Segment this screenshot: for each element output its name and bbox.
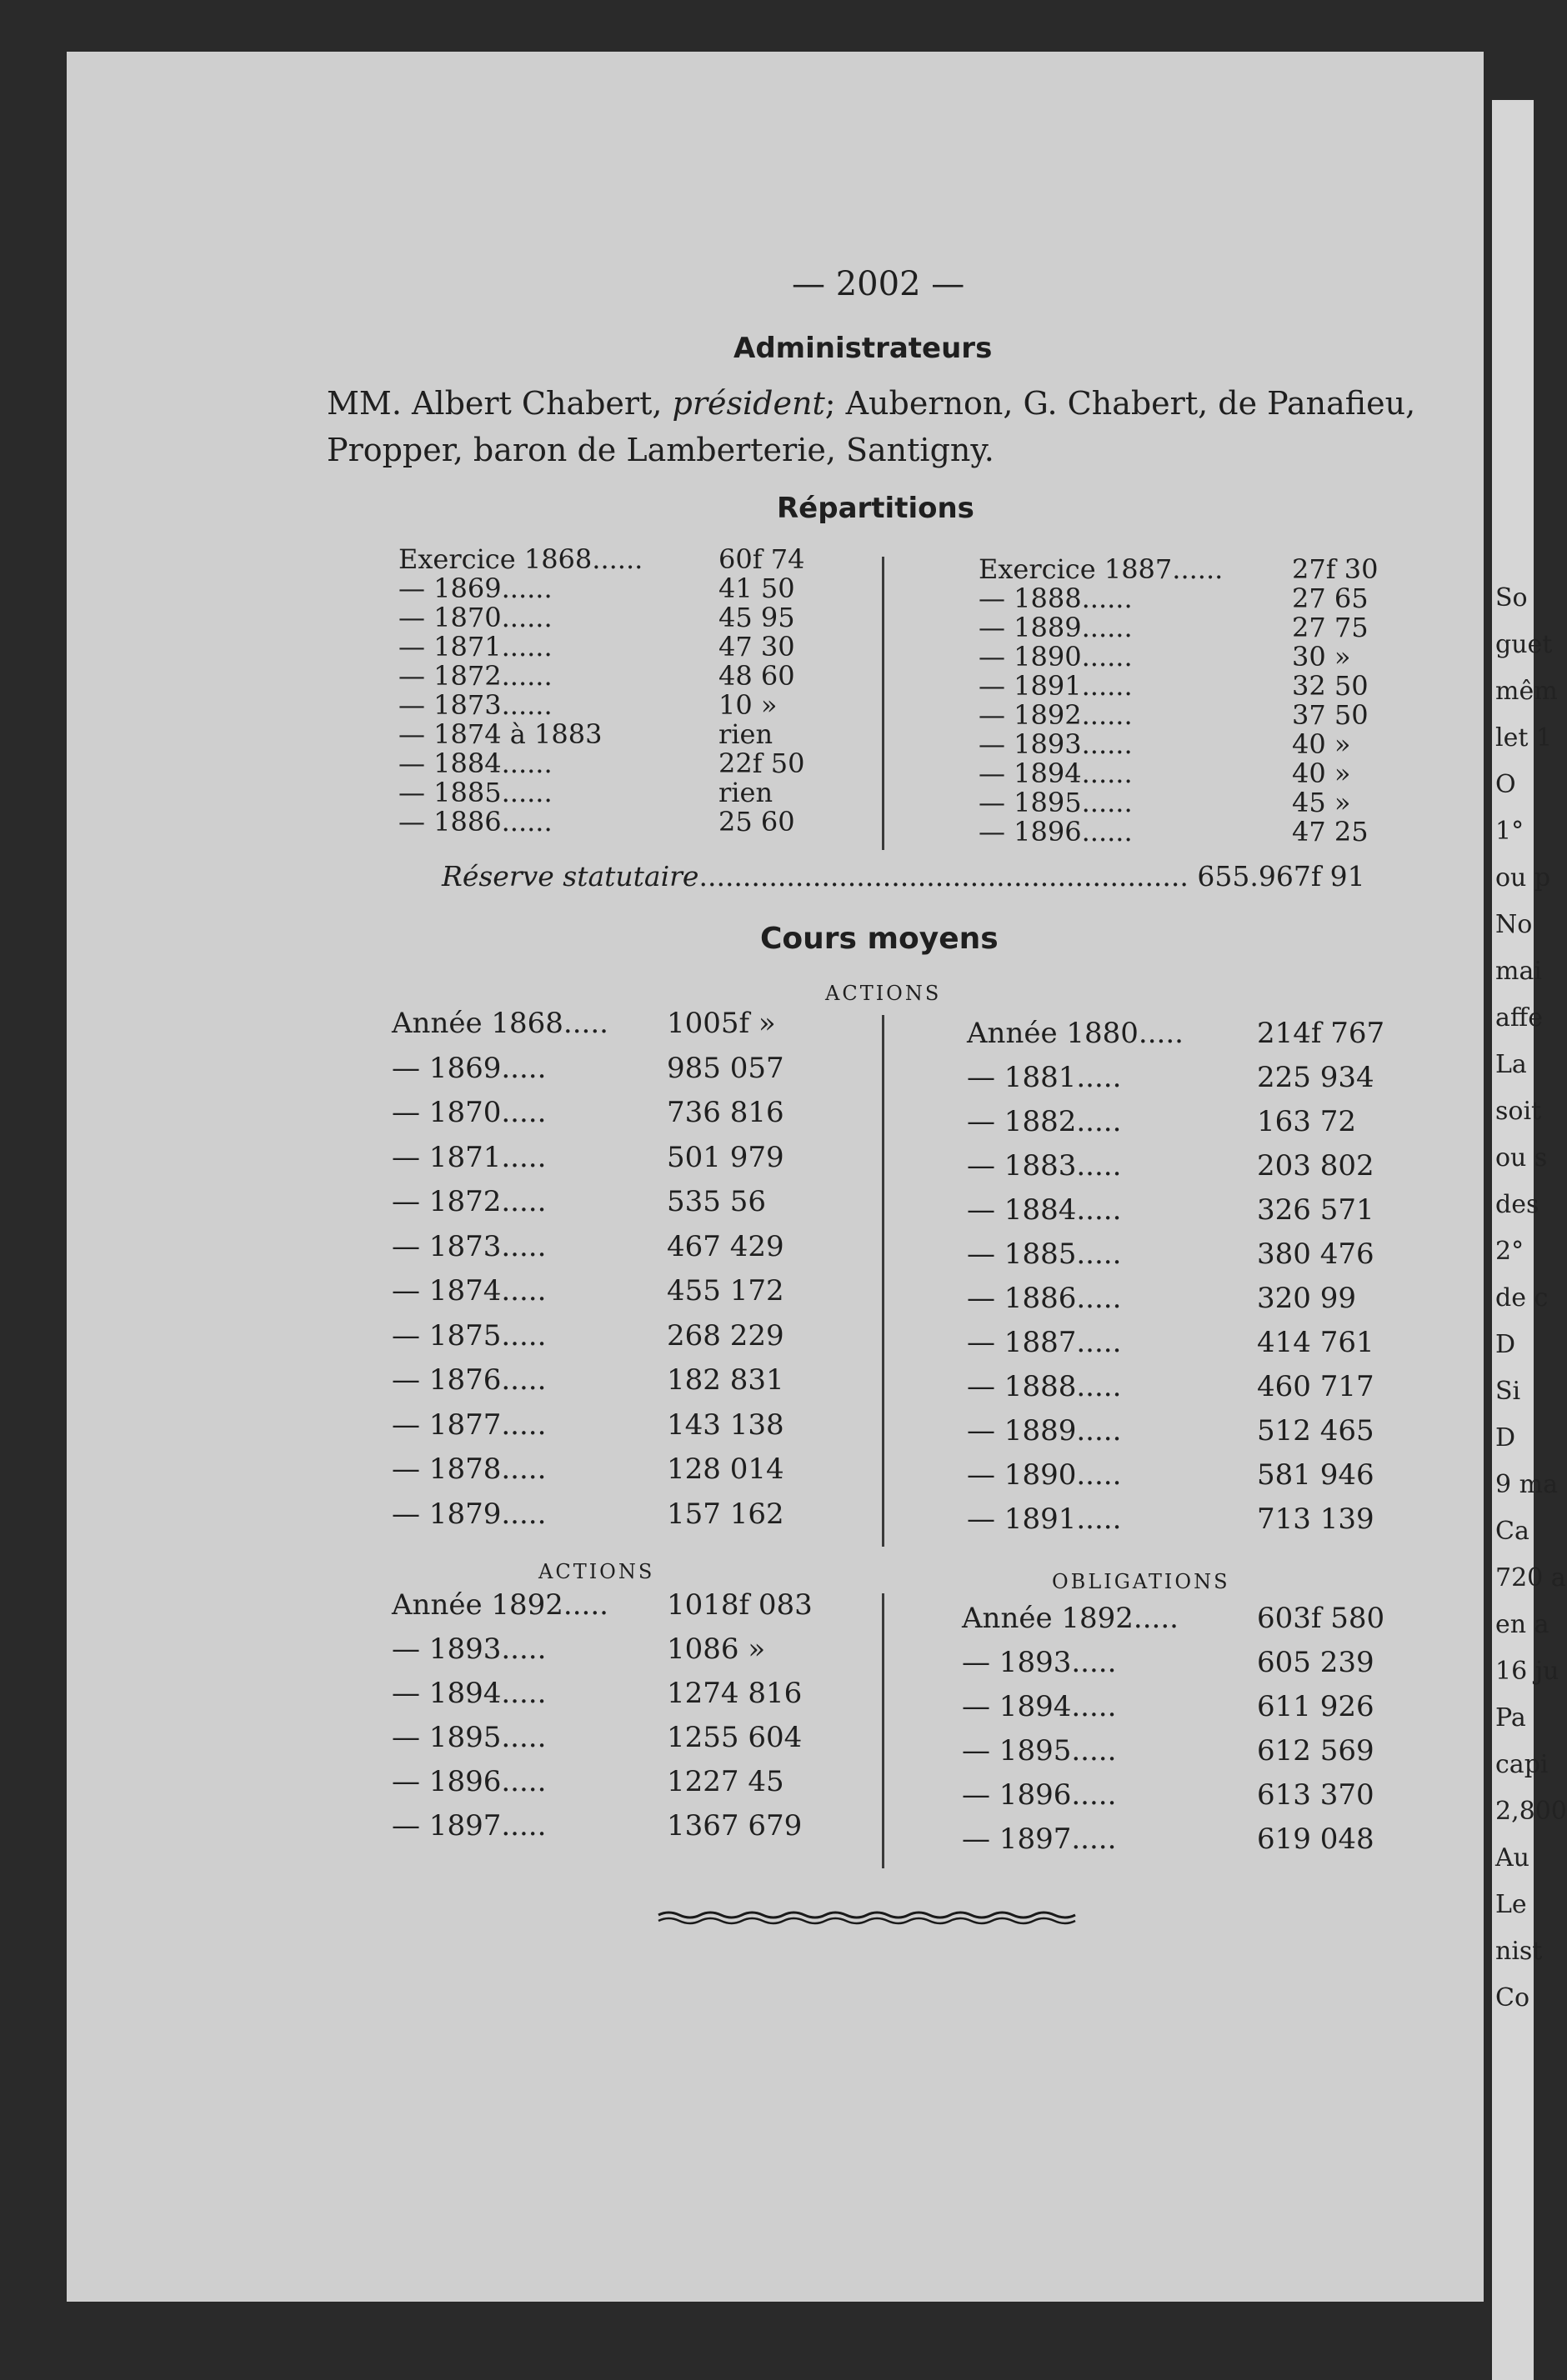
adjacent-page-text: ou p: [1495, 863, 1551, 892]
cours-row-value: 467 429: [667, 1229, 784, 1263]
cours-row-label: — 1885.....: [967, 1238, 1122, 1271]
repartitions-heading: Répartitions: [777, 492, 974, 525]
cours-row-label: — 1893.....: [962, 1646, 1117, 1679]
repartition-row-label: — 1891......: [979, 670, 1133, 702]
adjacent-page-text: ou s: [1495, 1143, 1548, 1172]
adjacent-page-text: 2,800: [1495, 1797, 1567, 1826]
repartition-row-label: — 1874 à 1883: [398, 718, 603, 750]
cours-row-label: — 1874.....: [392, 1274, 547, 1308]
repartition-row-value: 45 »: [1292, 787, 1351, 818]
adjacent-page-strip: [1492, 100, 1567, 2380]
adjacent-page-text: 2°: [1495, 1237, 1524, 1266]
repartition-row-value: rien: [718, 718, 773, 750]
cours-row-value: 1018f 083: [667, 1588, 813, 1622]
cours-row-label: — 1891.....: [967, 1502, 1122, 1536]
repartition-row-label: — 1889......: [979, 612, 1133, 643]
cours-row-label: — 1873.....: [392, 1229, 547, 1263]
cours-row-value: 613 370: [1257, 1778, 1374, 1812]
repartition-row-label: — 1895......: [979, 787, 1133, 818]
adjacent-page-text: 16 ju: [1495, 1657, 1559, 1686]
repartition-row-label: Exercice 1887......: [979, 553, 1224, 585]
cours-row-label: — 1884.....: [967, 1193, 1122, 1227]
cours-row-value: 611 926: [1257, 1690, 1374, 1723]
column-divider: [882, 1015, 884, 1547]
page-number: — 2002 —: [792, 265, 965, 303]
cours-row-value: 326 571: [1257, 1193, 1374, 1227]
adjacent-page-text: So: [1495, 583, 1528, 612]
adjacent-page-text: let 1: [1495, 723, 1553, 752]
cours-row-label: Année 1892.....: [392, 1588, 608, 1622]
repartition-row-value: 27f 30: [1292, 553, 1379, 585]
cours-row-label: — 1888.....: [967, 1370, 1122, 1403]
cours-row-label: — 1896.....: [392, 1765, 547, 1798]
reserve-statutaire-row: Réserve statutaire........................................................ 655.967f 91: [442, 860, 1365, 892]
adjacent-page-text: 720 a: [1495, 1563, 1566, 1592]
repartition-row-label: — 1892......: [979, 699, 1133, 731]
cours-row-label: — 1895.....: [962, 1734, 1117, 1768]
adjacent-page-text: guet: [1495, 630, 1553, 659]
adjacent-page-text: Le: [1495, 1890, 1527, 1919]
cours-row-value: 214f 767: [1257, 1017, 1385, 1050]
cours-row-label: — 1879.....: [392, 1497, 547, 1531]
cours-row-label: — 1886.....: [967, 1282, 1122, 1315]
cours-row-label: Année 1868.....: [392, 1007, 608, 1040]
repartition-row-value: 37 50: [1292, 699, 1369, 731]
repartition-row-label: — 1885......: [398, 777, 553, 808]
repartition-row-value: 40 »: [1292, 758, 1351, 789]
repartition-row-value: 27 65: [1292, 582, 1369, 614]
cours-row-value: 455 172: [667, 1274, 784, 1308]
cours-row-value: 736 816: [667, 1096, 784, 1129]
adjacent-page-text: Ca: [1495, 1517, 1529, 1546]
cours-row-label: — 1893.....: [392, 1632, 547, 1666]
repartition-row-value: rien: [718, 777, 773, 808]
repartition-row-value: 60f 74: [718, 543, 805, 575]
obligations-subheading: OBLIGATIONS: [1052, 1570, 1230, 1593]
repartition-row-value: 41 50: [718, 572, 795, 604]
cours-row-label: — 1878.....: [392, 1452, 547, 1486]
cours-row-label: Année 1880.....: [967, 1017, 1184, 1050]
cours-row-label: — 1875.....: [392, 1318, 547, 1352]
adjacent-page-text: D: [1495, 1423, 1516, 1452]
cours-row-value: 163 72: [1257, 1105, 1356, 1138]
repartition-row-value: 25 60: [718, 806, 795, 838]
repartition-row-value: 30 »: [1292, 641, 1351, 672]
cours-row-label: — 1871.....: [392, 1140, 547, 1174]
cours-row-label: — 1894.....: [392, 1677, 547, 1710]
cours-row-value: 320 99: [1257, 1282, 1356, 1315]
cours-row-value: 512 465: [1257, 1414, 1374, 1448]
repartition-row-label: — 1894......: [979, 758, 1133, 789]
cours-row-value: 1227 45: [667, 1765, 784, 1798]
cours-row-label: — 1883.....: [967, 1149, 1122, 1182]
repartition-row-value: 40 »: [1292, 728, 1351, 760]
cours-row-label: Année 1892.....: [962, 1602, 1179, 1635]
cours-row-value: 128 014: [667, 1452, 784, 1486]
actions-1892-subheading: ACTIONS: [538, 1560, 655, 1583]
adjacent-page-text: capi: [1495, 1750, 1549, 1779]
cours-row-value: 157 162: [667, 1497, 784, 1531]
adjacent-page-text: 1°: [1495, 817, 1524, 846]
repartition-row-label: Exercice 1868......: [398, 543, 643, 575]
cours-moyens-heading: Cours moyens: [760, 922, 999, 956]
adjacent-page-text: Au: [1495, 1843, 1529, 1872]
repartition-row-value: 10 »: [718, 689, 778, 721]
cours-row-label: — 1897.....: [392, 1809, 547, 1842]
adjacent-page-text: de c: [1495, 1283, 1549, 1312]
cours-row-value: 203 802: [1257, 1149, 1374, 1182]
repartition-row-label: — 1888......: [979, 582, 1133, 614]
administrateurs-line-1: MM. Albert Chabert, président; Aubernon, G. Chabert, de Panafieu,: [327, 385, 1416, 422]
cours-row-label: — 1882.....: [967, 1105, 1122, 1138]
adjacent-page-text: Pa: [1495, 1703, 1526, 1732]
repartition-row-label: — 1872......: [398, 660, 553, 692]
adjacent-page-text: affe: [1495, 1003, 1543, 1032]
repartition-row-label: — 1890......: [979, 641, 1133, 672]
cours-row-label: — 1890.....: [967, 1458, 1122, 1492]
adjacent-page-text: des: [1495, 1190, 1539, 1219]
repartition-row-label: — 1870......: [398, 602, 553, 633]
adjacent-page-text: Co: [1495, 1983, 1530, 2012]
repartition-row-value: 45 95: [718, 602, 795, 633]
repartition-row-label: — 1893......: [979, 728, 1133, 760]
administrateurs-heading: Administrateurs: [733, 332, 993, 365]
cours-row-value: 460 717: [1257, 1370, 1374, 1403]
cours-row-value: 1086 »: [667, 1632, 766, 1666]
actions-subheading: ACTIONS: [825, 982, 942, 1005]
repartition-row-label: — 1896......: [979, 816, 1133, 848]
cours-row-value: 985 057: [667, 1051, 784, 1085]
adjacent-page-text: 9 ma: [1495, 1470, 1558, 1499]
cours-row-label: — 1897.....: [962, 1822, 1117, 1856]
administrateurs-line-2: Propper, baron de Lamberterie, Santigny.: [327, 432, 994, 468]
cours-row-value: 535 56: [667, 1185, 766, 1218]
adjacent-page-text: mêm: [1495, 677, 1558, 706]
cours-row-value: 225 934: [1257, 1061, 1374, 1094]
cours-row-value: 1255 604: [667, 1721, 803, 1754]
repartition-row-value: 47 25: [1292, 816, 1369, 848]
cours-row-value: 143 138: [667, 1408, 784, 1442]
adjacent-page-text: La: [1495, 1050, 1527, 1079]
repartition-row-label: — 1873......: [398, 689, 553, 721]
cours-row-value: 1274 816: [667, 1677, 803, 1710]
cours-row-label: — 1889.....: [967, 1414, 1122, 1448]
column-divider: [882, 557, 884, 850]
cours-row-value: 612 569: [1257, 1734, 1374, 1768]
cours-row-label: — 1896.....: [962, 1778, 1117, 1812]
cours-row-label: — 1872.....: [392, 1185, 547, 1218]
cours-row-label: — 1887.....: [967, 1326, 1122, 1359]
cours-row-value: 581 946: [1257, 1458, 1374, 1492]
cours-row-value: 1367 679: [667, 1809, 803, 1842]
cours-row-value: 380 476: [1257, 1238, 1374, 1271]
cours-row-label: — 1894.....: [962, 1690, 1117, 1723]
repartition-row-value: 22f 50: [718, 748, 805, 779]
cours-row-label: — 1877.....: [392, 1408, 547, 1442]
repartition-row-label: — 1886......: [398, 806, 553, 838]
cours-row-label: — 1895.....: [392, 1721, 547, 1754]
decorative-wave-rule: [658, 1907, 1075, 1928]
repartition-row-value: 47 30: [718, 631, 795, 662]
cours-row-label: — 1870.....: [392, 1096, 547, 1129]
cours-row-label: — 1876.....: [392, 1363, 547, 1397]
adjacent-page-text: Si: [1495, 1377, 1521, 1406]
cours-row-value: 501 979: [667, 1140, 784, 1174]
cours-row-value: 603f 580: [1257, 1602, 1385, 1635]
cours-row-label: — 1881.....: [967, 1061, 1122, 1094]
repartition-row-label: — 1871......: [398, 631, 553, 662]
cours-row-value: 605 239: [1257, 1646, 1374, 1679]
repartition-row-value: 48 60: [718, 660, 795, 692]
adjacent-page-text: en a: [1495, 1610, 1549, 1639]
cours-row-value: 182 831: [667, 1363, 784, 1397]
repartition-row-value: 32 50: [1292, 670, 1369, 702]
repartition-row-label: — 1869......: [398, 572, 553, 604]
cours-row-value: 1005f »: [667, 1007, 776, 1040]
adjacent-page-text: O: [1495, 770, 1516, 799]
cours-row-value: 268 229: [667, 1318, 784, 1352]
repartition-row-value: 27 75: [1292, 612, 1369, 643]
adjacent-page-text: D: [1495, 1330, 1516, 1359]
cours-row-value: 713 139: [1257, 1502, 1374, 1536]
cours-row-label: — 1869.....: [392, 1051, 547, 1085]
adjacent-page-text: No: [1495, 910, 1533, 939]
adjacent-page-text: nist: [1495, 1937, 1543, 1966]
adjacent-page-text: mai: [1495, 957, 1542, 986]
cours-row-value: 414 761: [1257, 1326, 1374, 1359]
cours-row-value: 619 048: [1257, 1822, 1374, 1856]
repartition-row-label: — 1884......: [398, 748, 553, 779]
column-divider: [882, 1593, 884, 1868]
adjacent-page-text: soit: [1495, 1097, 1542, 1126]
